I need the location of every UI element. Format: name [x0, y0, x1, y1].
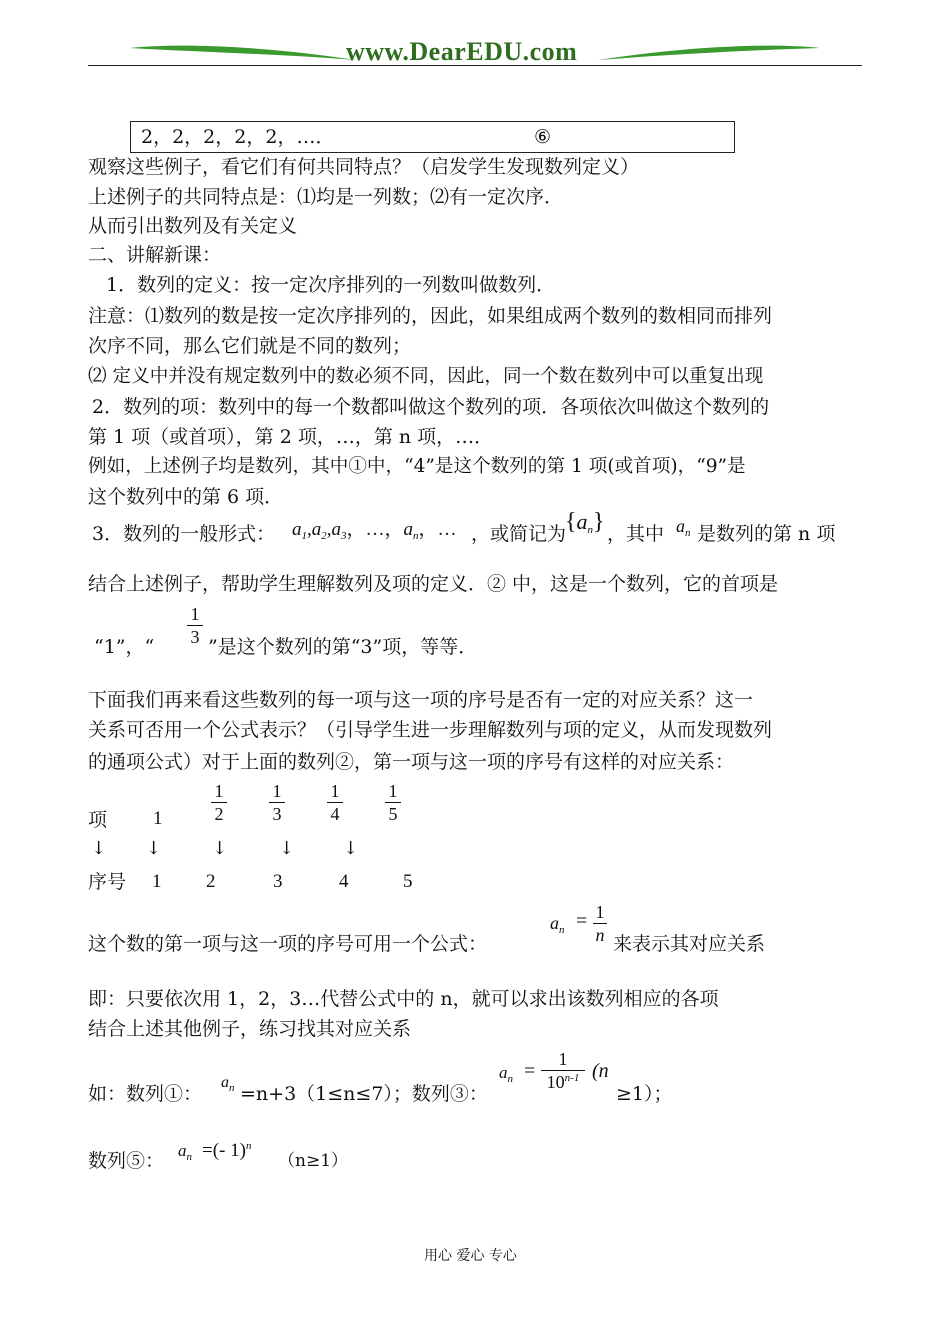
sequence-marker: ⑥ — [534, 126, 552, 148]
term-an: $a_n$ — [676, 516, 691, 539]
text-line: ≥1）； — [616, 1083, 673, 1105]
sequence-notation: {an} — [565, 509, 605, 536]
where-label: ，其中 — [607, 523, 665, 545]
row-label-index: 序号 — [88, 871, 127, 893]
text-line: 结合上述例子，帮助学生理解数列及项的定义．② 中，这是一个数列，它的首项是 — [88, 573, 779, 595]
general-form-expression: $a_1,a_2,a_3$，…，$a_n$，… — [292, 519, 457, 542]
index-value: 5 — [403, 871, 413, 892]
boxed-sequence-row — [130, 121, 735, 153]
formula-neg-one-power: =(- 1)$^n$ — [202, 1140, 252, 1161]
text-line: 从而引出数列及有关定义 — [88, 215, 298, 237]
index-value: 2 — [206, 871, 216, 892]
fraction-one-over-power: 1 10$^{n-1}$ — [541, 1049, 585, 1095]
row-label-term: 项 — [88, 809, 108, 831]
text-line: “1”，“ — [94, 636, 155, 658]
formula-an: $a_n$ — [499, 1063, 513, 1085]
text-line: 观察这些例子，看它们有何共同特点？（启发学生发现数列定义） — [88, 156, 640, 178]
index-value: 1 — [152, 871, 162, 892]
text-line: 上述例子的共同特点是：⑴均是一列数；⑵有一定次序． — [88, 186, 564, 208]
footer-text: 用心 爱心 专心 — [424, 1248, 517, 1264]
text-line: 这个数列中的第 6 项． — [88, 486, 284, 508]
text-line: 下面我们再来看这些数列的每一项与这一项的序号是否有一定的对应关系？这一 — [88, 689, 754, 711]
sequence-text: 2，2，2，2，2，…． — [141, 126, 335, 148]
term-fraction: 1 5 — [385, 781, 401, 824]
text-line: 这个数的第一项与这一项的序号可用一个公式： — [88, 933, 488, 955]
text-line: 的通项公式）对于上面的数列②，第一项与这一项的序号有这样的对应关系： — [88, 751, 735, 773]
text-line: 次序不同，那么它们就是不同的数列； — [88, 335, 412, 357]
text-line: =n+3（1≤n≤7）；数列③： — [240, 1083, 488, 1105]
term-fraction: 1 4 — [327, 781, 343, 824]
text-line: 第 1 项（或首项），第 2 项，…，第 n 项，…． — [88, 426, 494, 448]
down-arrow-icon: ↓ — [91, 838, 107, 859]
text-line: 关系可否用一个公式表示？（引导学生进一步理解数列与项的定义，从而发现数列 — [88, 719, 773, 741]
text-line: ⑵ 定义中并没有规定数列中的数必须不同，因此，同一个数在数列中可以重复出现 — [88, 366, 764, 387]
fraction-one-third: 1 3 — [187, 604, 203, 647]
short-notation-label: ，或简记为 — [471, 523, 567, 545]
term-fraction: 1 3 — [269, 781, 285, 824]
formula-an: $a_n$ — [178, 1141, 192, 1163]
formula-eq: = — [524, 1060, 536, 1082]
text-line: 是数列的第 n 项 — [697, 523, 836, 545]
text-line: 即：只要依次用 1，2，3…代替公式中的 n，就可以求出该数列相应的各项 — [88, 988, 719, 1010]
header-rule — [88, 65, 862, 66]
text-line: 如：数列①： — [88, 1083, 203, 1105]
formula-paren-n: (n — [592, 1060, 609, 1082]
text-line: 1．数列的定义：按一定次序排列的一列数叫做数列． — [106, 274, 556, 296]
section-heading: 二、讲解新课： — [88, 244, 222, 266]
text-line: （n≥1） — [278, 1151, 349, 1171]
index-value: 4 — [339, 871, 349, 892]
text-line: 2．数列的项：数列中的每一个数都叫做这个数列的项．各项依次叫做这个数列的 — [92, 396, 770, 418]
term-value: 1 — [153, 808, 163, 829]
down-arrow-icon: ↓ — [343, 838, 359, 859]
header-swoosh-right — [596, 40, 822, 66]
term-fraction: 1 2 — [211, 781, 227, 824]
formula-eq: = — [576, 910, 588, 932]
logo[interactable]: www.DearEDU.com — [346, 37, 578, 66]
formula-an: $a_n$ — [550, 913, 565, 936]
header-swoosh-left — [128, 40, 358, 66]
down-arrow-icon: ↓ — [212, 838, 228, 859]
text-line: 结合上述其他例子，练习找其对应关系 — [88, 1018, 412, 1040]
index-value: 3 — [273, 871, 283, 892]
text-line: 注意：⑴数列的数是按一定次序排列的，因此，如果组成两个数列的数相同而排列 — [88, 305, 773, 327]
general-form-label: 3．数列的一般形式： — [92, 523, 276, 545]
formula-an: $a_n$ — [221, 1074, 235, 1094]
text-line: 例如，上述例子均是数列，其中①中，“4”是这个数列的第 1 项(或首项)，“9”是 — [88, 456, 746, 477]
down-arrow-icon: ↓ — [279, 838, 295, 859]
text-line: ”是这个数列的第“3”项，等等． — [208, 636, 478, 658]
down-arrow-icon: ↓ — [146, 838, 162, 859]
text-line: 来表示其对应关系 — [613, 933, 766, 955]
text-line: 数列⑤： — [88, 1150, 165, 1172]
fraction-one-over-n: 1 n — [593, 902, 607, 945]
